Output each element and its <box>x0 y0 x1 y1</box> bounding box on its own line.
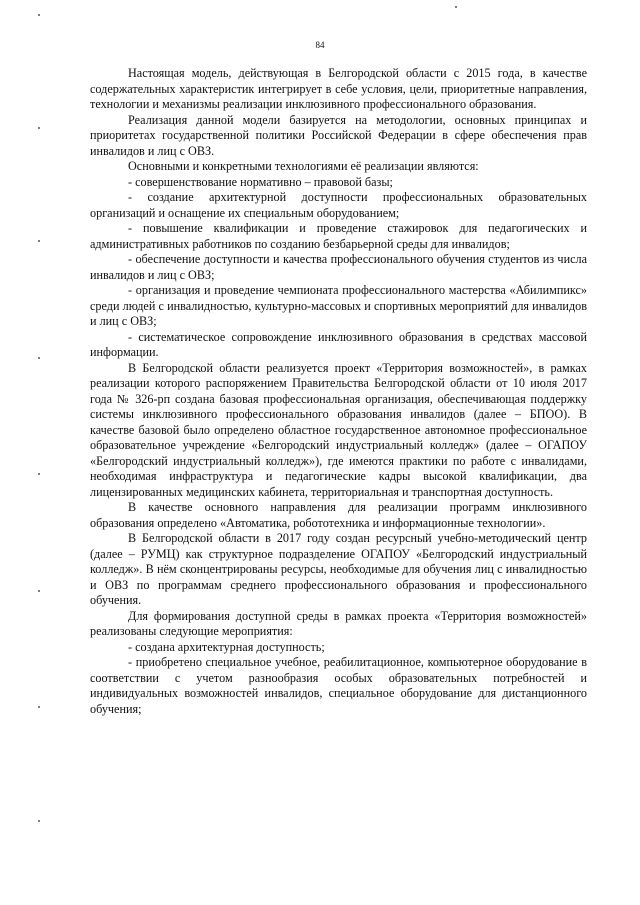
paragraph: Реализация данной модели базируется на методологии, основных принципах и приоритетах государственной политики Российской Федерации в сфере обеспечения прав инвалидов и лиц с ОВЗ. <box>90 112 587 158</box>
document-body <box>90 66 587 717</box>
list-item: - создана архитектурная доступность; <box>128 639 325 654</box>
scan-mark <box>38 357 40 359</box>
paragraph: Для формирования доступной среды в рамках проекта «Территория возможностей» реализованы следующие мероприятия: <box>90 608 587 638</box>
list-item: - приобретено специальное учебное, реабилитационное, компьютерное оборудование в соответствии с учетом разнообразия особых образовательных потребностей и индивидуальных возможностей инвалидов, специальное оборудование для дистанционного обучения; <box>90 655 587 716</box>
list-item: - обеспечение доступности и качества профессионального обучения студентов из числа инвалидов и лиц с ОВЗ; <box>90 252 587 282</box>
paragraph: В Белгородской области в 2017 году создан ресурсный учебно-методический центр (далее – РУМЦ) как структурное подразделение ОГАПОУ «Белгородский индустриальный колледж». В нём сконцентрированы ресурсы, необходимые для обучения лиц с инвалидностью и ОВЗ по программам среднего профессионального образования и профессионального обучения. <box>90 531 587 607</box>
list-item: - создание архитектурной доступности профессиональных образовательных организаций и оснащение их специальным оборудованием; <box>90 190 587 220</box>
paragraph: В Белгородской области реализуется проект «Территория возможностей», в рамках реализации которого распоряжением Правительства Белгородской области от 10 июля 2017 года № 326-рп создана базовая профессиональная организация, обеспечивающая поддержку системы инклюзивного профессионального образования инвалидов (далее – БПОО). В качестве базовой было определено областное государственное автономное профессиональное образовательное учреждение «Белгородский индустриальный колледж» (далее – ОГАПОУ «Белгородский индустриальный колледж»), где имеются практики по работе с инвалидами, необходимая инфраструктура и педагогические кадры высокой квалификации, два лицензированных медицинских кабинета, территориальная и транспортная доступность. <box>90 360 587 499</box>
scan-mark <box>455 6 457 8</box>
paragraph: Настоящая модель, действующая в Белгородской области с 2015 года, в качестве содержательных характеристик интегрирует в себе условия, цели, приоритетные направления, технологии и механизмы реализации инклюзивного профессионального образования. <box>90 66 587 111</box>
list-item: - организация и проведение чемпионата профессионального мастерства «Абилимпикс» среди людей с инвалидностью, культурно-массовых и спортивных мероприятий для инвалидов и лиц с ОВЗ; <box>90 283 587 328</box>
scan-mark <box>38 473 40 475</box>
scan-mark <box>38 127 40 129</box>
list-item: - систематическое сопровождение инклюзивного образования в средствах массовой информации. <box>90 329 587 359</box>
paragraph: Основными и конкретными технологиями её реализации являются: <box>128 159 479 173</box>
scan-mark <box>38 590 40 592</box>
page-number: 84 <box>315 40 325 50</box>
scan-mark <box>38 706 40 708</box>
scan-mark <box>38 14 40 16</box>
paragraph: В качестве основного направления для реализации программ инклюзивного образования определено «Автоматика, робототехника и информационные технологии». <box>90 500 587 530</box>
scan-mark <box>38 820 40 822</box>
list-item: - повышение квалификации и проведение стажировок для педагогических и административных работников по созданию безбарьерной среды для инвалидов; <box>90 221 587 251</box>
scan-mark <box>38 240 40 242</box>
list-item: - совершенствование нормативно – правовой базы; <box>128 174 393 189</box>
